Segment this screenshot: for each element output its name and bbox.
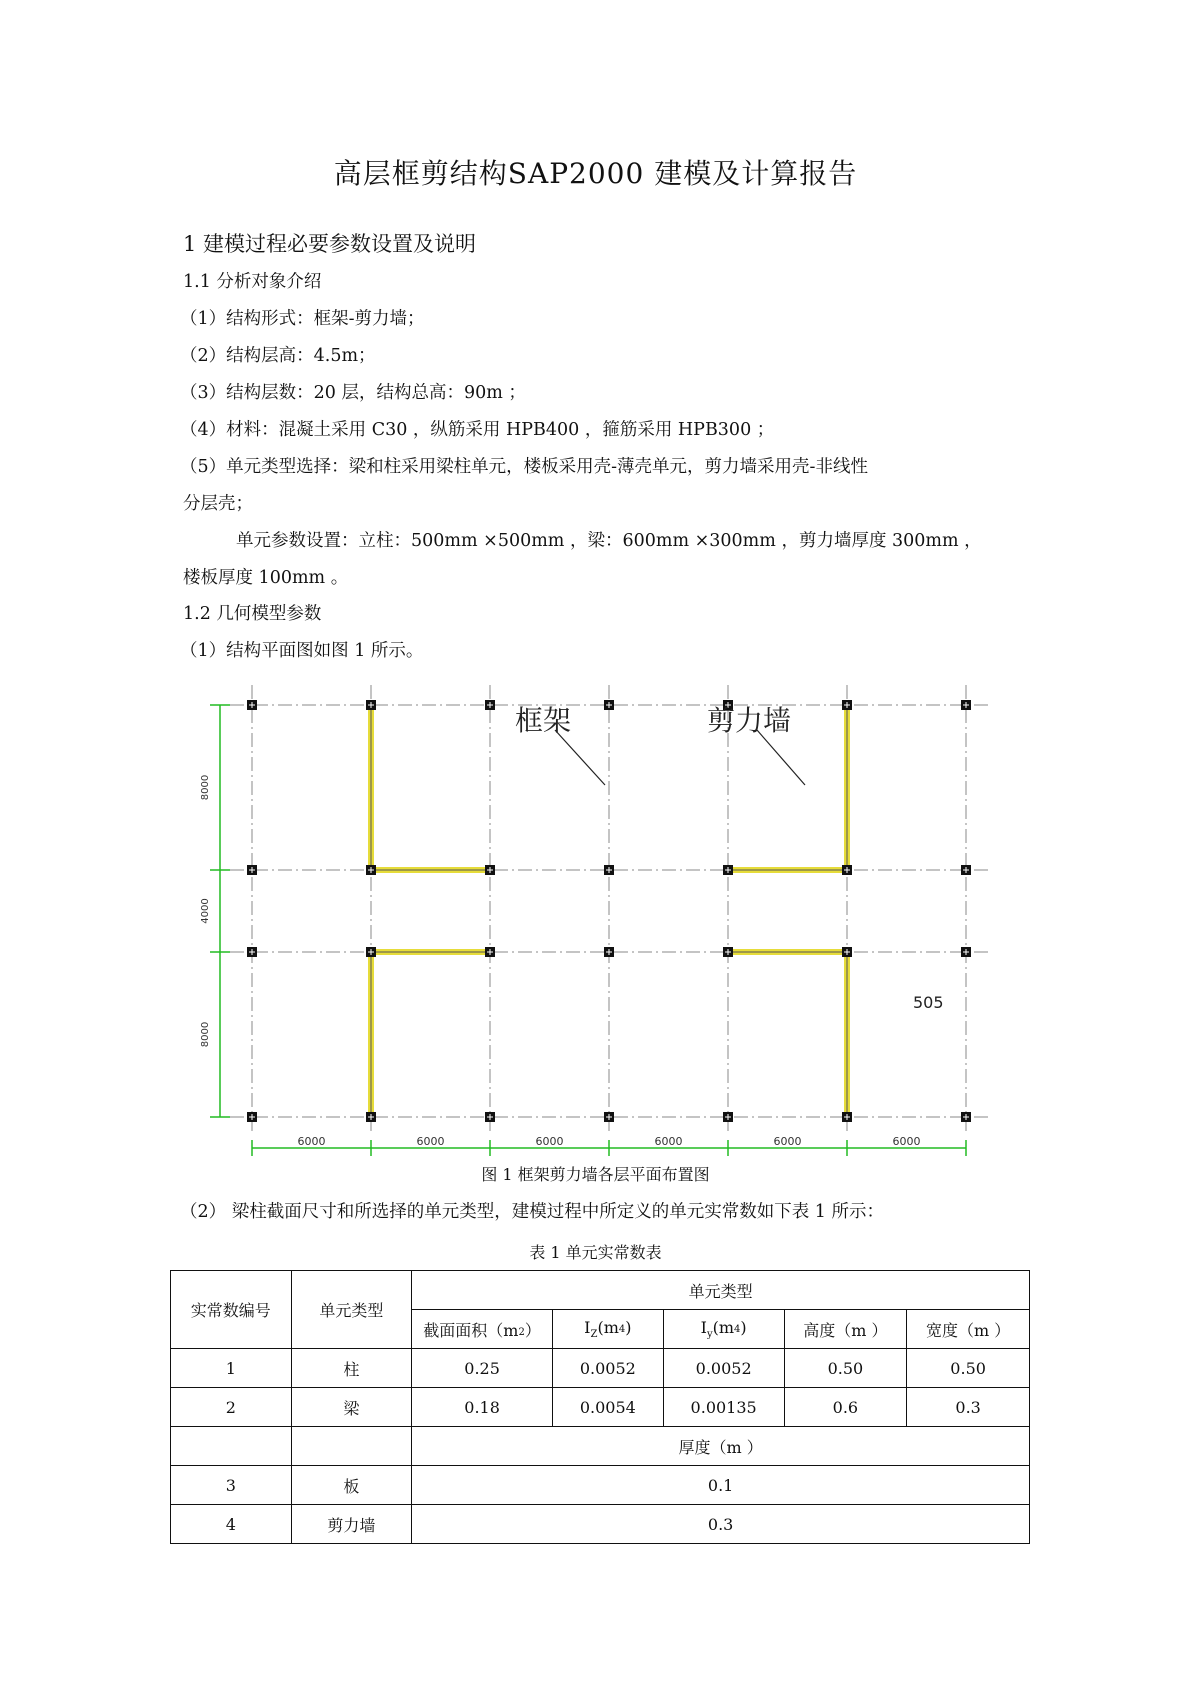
cell-thickness: 0.1 [412,1466,1030,1505]
param-line-1: 单元参数设置：立柱：500mm ×500mm ，梁：600mm ×300mm ，剪力墙厚度 300mm ， [236,531,982,551]
cell-height: 0.6 [784,1388,907,1427]
cell-no: 1 [171,1349,292,1388]
frame-leader-line [555,730,605,785]
cell-area: 0.18 [412,1388,553,1427]
item-2: （2）结构层高：4.5m； [180,346,376,366]
cell-empty [171,1427,292,1466]
dimension-label-vertical: 4000 [200,898,211,924]
dimension-label-horizontal: 6000 [773,1135,802,1148]
table-row [171,1505,1030,1544]
figure-caption: 图 1 框架剪力墙各层平面布置图 [481,1165,710,1184]
structural-plan-figure [195,670,995,1160]
cell-width: 0.3 [907,1388,1030,1427]
header-thickness: 厚度（m ） [412,1427,1030,1466]
subsection-1-1: 1.1 分析对象介绍 [183,272,322,292]
table-header-row [171,1271,1030,1310]
label-wall: 剪力墙 [707,704,792,737]
dimension-label-vertical: 8000 [200,1021,211,1048]
table-row [171,1388,1030,1427]
cell-no: 4 [171,1505,292,1544]
header-height: 高度（m ） [784,1310,907,1349]
header-group: 单元类型 [412,1271,1030,1310]
header-width: 宽度（m ） [907,1310,1030,1349]
table-caption: 表 1 单元实常数表 [529,1243,662,1262]
label-frame: 框架 [515,704,572,737]
dimension-label-vertical: 8000 [200,774,211,801]
cell-iz: 0.0052 [552,1349,663,1388]
cell-type: 剪力墙 [291,1505,412,1544]
header-elem-type: 单元类型 [291,1271,412,1349]
axis-grid [230,685,990,1135]
cell-type: 柱 [291,1349,412,1388]
table-row [171,1466,1030,1505]
header-iy: $I_y(m^4)$ [663,1310,784,1349]
dimension-lines [200,705,966,1156]
header-area: 截面面积$(m^2)$ [412,1310,553,1349]
item-plan: （1）结构平面图如图 1 所示。 [180,641,424,661]
item-3: （3）结构层数：20 层，结构总高：90m ； [180,383,526,403]
dimension-label-horizontal: 6000 [892,1135,921,1148]
item-4: （4）材料：混凝土采用 C30 ，纵筋采用 HPB400 ，箍筋采用 HPB300 ； [180,420,775,440]
cell-type: 板 [291,1466,412,1505]
wall-leader-line [757,730,805,785]
section-heading-1: 1 建模过程必要参数设置及说明 [183,232,477,256]
cell-no: 3 [171,1466,292,1505]
item-1: （1）结构形式：框架-剪力墙； [180,309,425,329]
item-5: （5）单元类型选择：梁和柱采用梁柱单元，楼板采用壳-薄壳单元，剪力墙采用壳-非线性 [180,457,868,477]
real-constant-table [170,1270,1030,1544]
cell-iy: 0.00135 [663,1388,784,1427]
dimension-label-horizontal: 6000 [297,1135,326,1148]
cell-empty [291,1427,412,1466]
dimension-label-horizontal: 6000 [654,1135,683,1148]
cell-width: 0.50 [907,1349,1030,1388]
dimension-label-horizontal: 6000 [535,1135,564,1148]
subsection-1-2: 1.2 几何模型参数 [183,604,322,624]
param-line-2: 楼板厚度 100mm 。 [183,568,349,588]
cell-area: 0.25 [412,1349,553,1388]
cell-height: 0.50 [784,1349,907,1388]
document-title: 高层框剪结构SAP2000 建模及计算报告 [333,157,858,190]
dimension-label-horizontal: 6000 [416,1135,445,1148]
cell-iy: 0.0052 [663,1349,784,1388]
item-5-cont: 分层壳； [183,494,253,514]
cell-thickness: 0.3 [412,1505,1030,1544]
table-row [171,1349,1030,1388]
cell-no: 2 [171,1388,292,1427]
figure-code: 505 [913,993,944,1012]
header-real-no: 实常数编号 [171,1271,292,1349]
header-iz: $I_Z(m^4)$ [552,1310,663,1349]
cell-iz: 0.0054 [552,1388,663,1427]
table-thickness-header-row [171,1427,1030,1466]
item-table: （2） 梁柱截面尺寸和所选择的单元类型，建模过程中所定义的单元实常数如下表 1 所示： [180,1202,884,1222]
cell-type: 梁 [291,1388,412,1427]
